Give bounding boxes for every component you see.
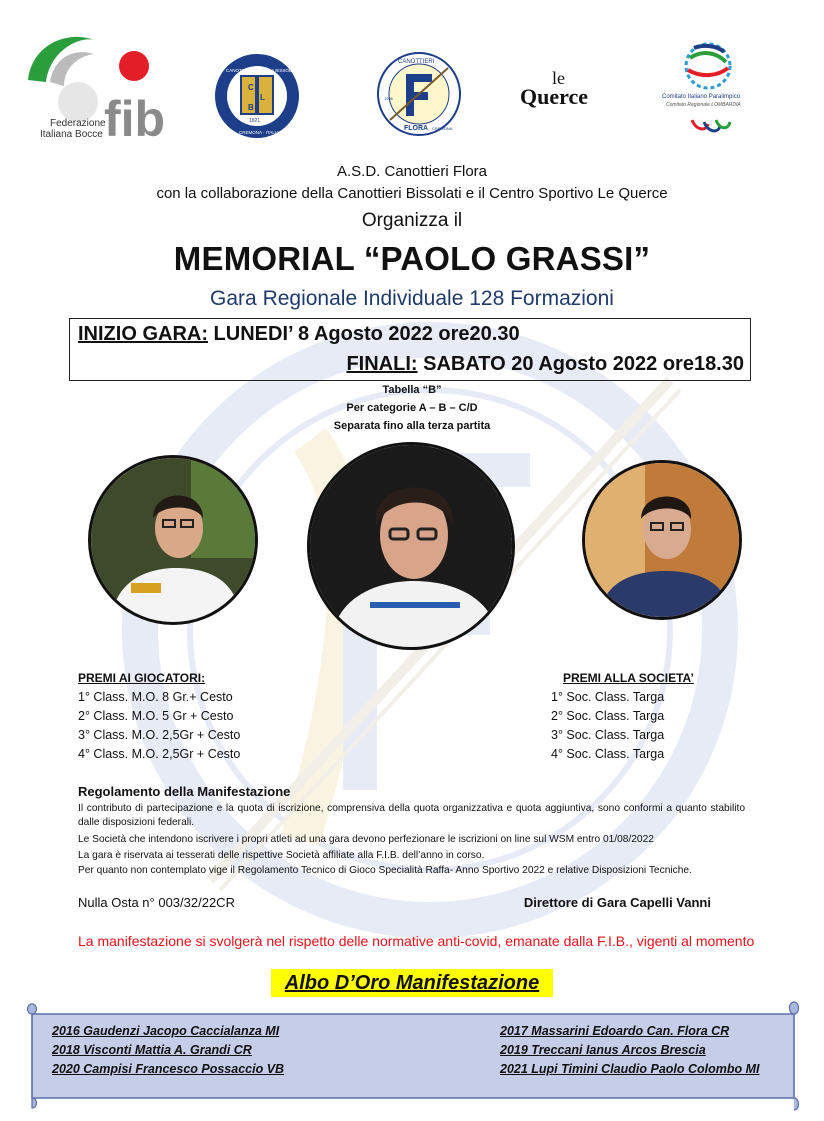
regolamento-p4: Per quanto non contemplato vige il Regolamento Tecnico di Gioco Specialità Raffa- Anno Sportivo 2022 e relative Disposizioni Tecniche. [78, 865, 692, 876]
tabella-text: Tabella “B” [382, 384, 442, 396]
bissolati-ring-text: CANOTTIERI LEONIDA BISSOLATI [226, 68, 299, 73]
player-prize-1: 1° Class. M.O. 8 Gr.+ Cesto [78, 690, 233, 704]
start-label: INIZIO GARA: [78, 323, 208, 345]
portrait-photo-center [307, 442, 515, 650]
player-prize-2: 2° Class. M.O. 5 Gr + Cesto [78, 709, 234, 723]
bissolati-bottom-text: CREMONA · ITALIA [239, 130, 280, 135]
organizer-line: A.S.D. Canottieri Flora [336, 163, 488, 180]
bissolati-letter-l: L [260, 93, 265, 102]
le-querce-le: le [552, 68, 565, 88]
bissolati-letter-b: B [248, 103, 254, 112]
club-prize-2: 2° Soc. Class. Targa [551, 709, 665, 723]
cip-text-2: Comitato Regionale LOMBARDIA [666, 102, 741, 108]
flora-year: 1906 [384, 96, 393, 101]
flora-bottom-text: FLORA [404, 125, 429, 132]
fib-text-1: Federazione [50, 118, 106, 129]
fib-letters: fib [104, 91, 166, 142]
le-querce-logo [520, 68, 602, 112]
final-label: FINALI: [346, 353, 418, 375]
le-querce-name: Querce [520, 84, 589, 109]
player-prize-4: 4° Class. M.O. 2,5Gr + Cesto [78, 747, 241, 761]
start-date-line [78, 323, 520, 346]
albo-entry-2018: 2018 Visconti Mattia A. Grandi CR [52, 1043, 252, 1057]
page-title: MEMORIAL “PAOLO GRASSI” [173, 240, 651, 277]
flora-top-text: CANOTTIERI [398, 59, 435, 65]
regolamento-title: Regolamento della Manifestazione [78, 784, 291, 799]
bissolati-letter-c: C [248, 83, 254, 92]
nulla-osta: Nulla Osta n° 003/32/22CR [78, 895, 235, 910]
club-prize-1: 1° Soc. Class. Targa [551, 690, 665, 704]
clubs-prizes-title: PREMI ALLA SOCIETA’ [563, 671, 694, 685]
final-date-line [346, 353, 744, 376]
club-prize-3: 3° Soc. Class. Targa [551, 728, 665, 742]
player-prize-3: 3° Class. M.O. 2,5Gr + Cesto [78, 728, 241, 742]
portrait-photo-left [88, 455, 258, 625]
club-prize-4: 4° Soc. Class. Targa [551, 747, 665, 761]
separata-text: Separata fino alla terza partita [333, 420, 491, 432]
albo-entry-2021: 2021 Lupi Timini Claudio Paolo Colombo MI [500, 1062, 760, 1076]
collaboration-line: con la collaborazione della Canottieri Bissolati e il Centro Sportivo Le Querce [156, 185, 668, 202]
cip-text-1: Comitato Italiano Paralimpico [662, 94, 741, 100]
cip-logo [658, 40, 758, 140]
albo-entry-2020: 2020 Campisi Francesco Possaccio VB [52, 1062, 285, 1076]
direttore-gara: Direttore di Gara Capelli Vanni [523, 895, 711, 910]
flora-side-text: CREMONA [432, 126, 453, 131]
fib-text-2: Italiana Bocce [40, 129, 103, 140]
bissolati-logo [213, 52, 301, 140]
covid-notice: La manifestazione si svolgerà nel rispetto delle normative anti-covid, emanate dalla F.I.B., vigenti al momento [78, 933, 755, 949]
fib-logo [10, 30, 195, 142]
regolamento-p1: Il contributo di partecipazione e la quota di iscrizione, comprensiva della quota organizzativa e quota aggiuntiva, sono conformi a quanto stabilito dalle disposizioni federali. [78, 803, 745, 828]
regolamento-p3: La gara è riservata ai tesserati delle rispettive Società affiliate alla F.I.B. dell’anno in corso. [78, 850, 485, 861]
flora-logo [376, 50, 462, 138]
start-value: LUNEDI’ 8 Agosto 2022 ore20.30 [208, 323, 520, 345]
albo-entry-2019: 2019 Treccani Ianus Arcos Brescia [500, 1043, 706, 1057]
final-value: SABATO 20 Agosto 2022 ore18.30 [417, 353, 744, 375]
regolamento-p2: Le Società che intendono iscrivere i propri atleti ad una gara devono perfezionare le iscrizioni on line sul WSM entro 01/08/2022 [78, 834, 654, 845]
organizza-line: Organizza il [361, 210, 463, 231]
bissolati-year: 1921 [249, 118, 261, 124]
categorie-text: Per categorie A – B – C/D [346, 402, 478, 414]
albo-entry-2017: 2017 Massarini Edoardo Can. Flora CR [500, 1024, 730, 1038]
page-subtitle: Gara Regionale Individuale 128 Formazioni [210, 287, 614, 310]
albo-title: Albo D’Oro Manifestazione [271, 969, 553, 997]
portrait-photo-right [582, 460, 742, 620]
players-prizes-title: PREMI AI GIOCATORI: [78, 671, 206, 685]
dates-box [69, 318, 751, 381]
albo-entry-2016: 2016 Gaudenzi Jacopo Caccialanza MI [52, 1024, 280, 1038]
